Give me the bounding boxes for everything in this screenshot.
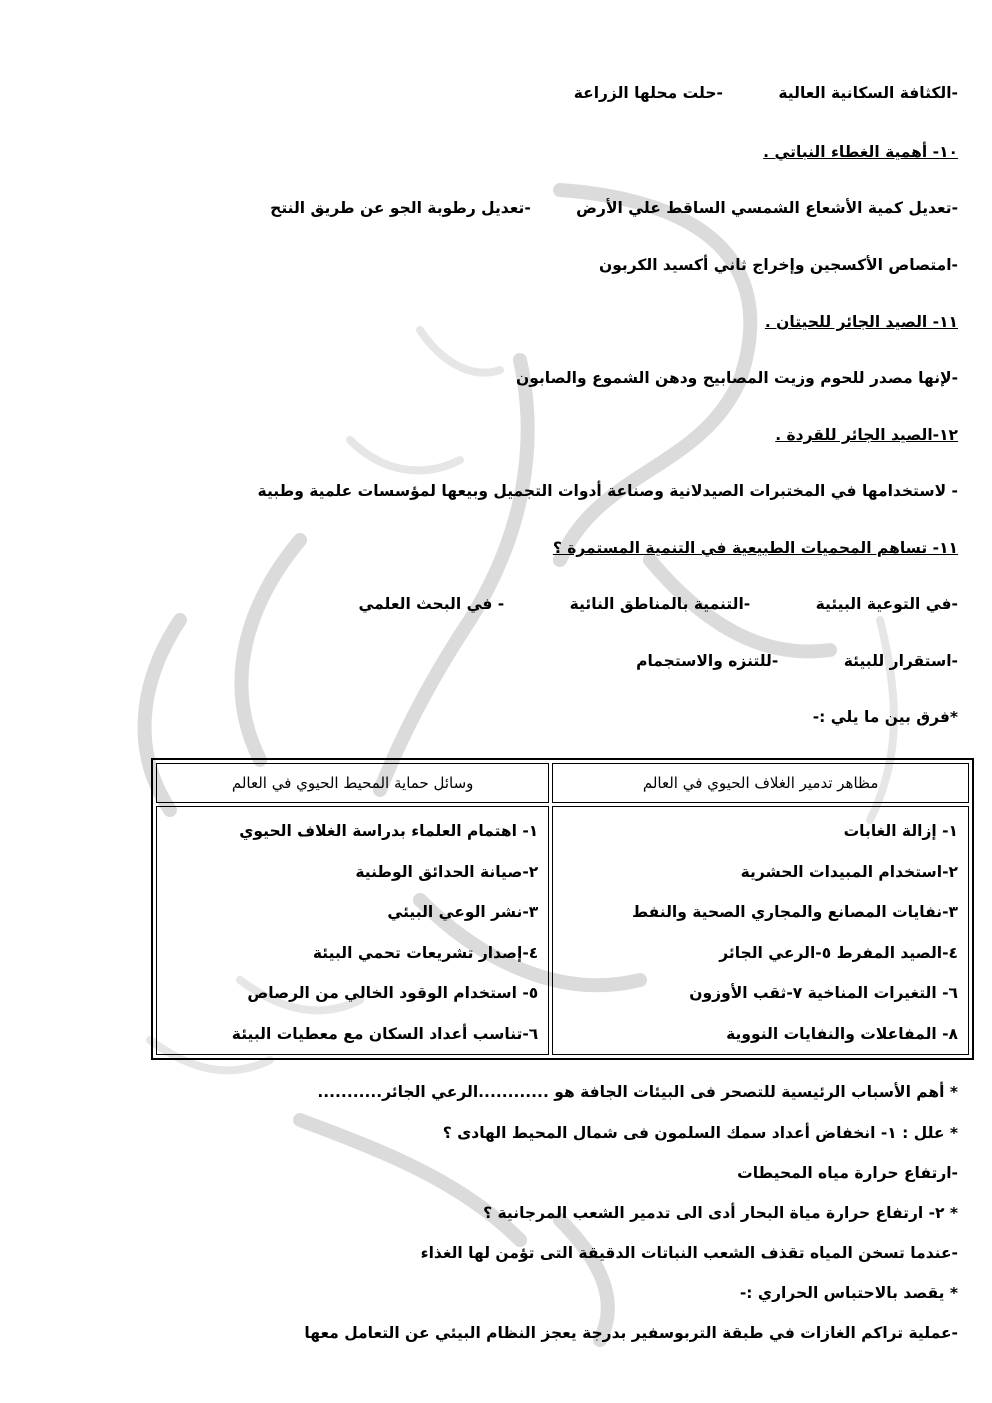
protection-item: ٤-إصدار تشريعات تحمي البيئة [312,943,539,962]
greenhouse-question: * يقصد بالاحتباس الحراري :- [739,1284,958,1302]
coral-answer-line [30,1244,958,1262]
destruction-item: ٨- المفاعلات والنفايات النووية [726,1024,958,1043]
line-10 [30,595,958,613]
humidity-item: -تعديل رطوبة الجو عن طريق النتح [270,199,531,217]
line-6 [30,369,958,387]
overcrowding-item: -الكثافة السكانية العالية [778,84,958,102]
destruction-item: ٦- التغيرات المناخية ٧-ثقب الأوزون [689,984,958,1002]
protection-item: ٥- استخدام الوقود الخالي من الرصاص [247,984,539,1002]
destruction-item: ٢-استخدام المبيدات الحشرية [740,862,958,881]
monkeys-answer: - لاستخدامها في المختبرات الصيدلانية وصناعة أدوات التجميل وبيعها لمؤسسات علمية وطبية [257,482,958,500]
salmon-answer-line [30,1164,958,1182]
awareness-item: -في التوعية البيئية [815,595,958,613]
greenhouse-question-line [30,1284,958,1302]
salmon-question-line [30,1124,958,1142]
question-11-title: ١١- الصيد الجائر للحيتان . [764,313,958,331]
protection-cell [156,806,549,1055]
destruction-item: ١- إزالة الغابات [843,822,958,840]
radiation-item: -تعديل كمية الأشعاع الشمسي الساقط علي الأرض [576,199,958,217]
coral-answer: -عندما تسخن المياه تقذف الشعب النباتات الدقيقة التى تؤمن لها الغذاء [420,1244,958,1262]
compare-instruction: *فرق بين ما يلي :- [812,708,958,726]
destruction-cell [552,806,969,1055]
destruction-header: مظاهر تدمير الغلاف الحيوي في العالم [552,763,969,803]
line-8 [30,482,958,500]
destruction-item: ٤-الصيد المفرط ٥-الرعي الجائر [719,943,958,962]
heading-10 [30,143,958,161]
greenhouse-answer: -عملية تراكم الغازات في طبقة التربوسفير بدرجة يعجز النظام البيئي عن التعامل معها [304,1324,958,1342]
protection-item: ٢-صيانة الحدائق الوطنية [355,862,539,881]
recreation-item: -للتنزه والاستجمام [636,652,779,670]
question-10-title: ١٠- أهمية الغطاء النباتي . [763,143,958,161]
heading-11 [30,313,958,331]
research-item: - في البحث العلمي [358,595,505,613]
protection-header: وسائل حماية المحيط الحيوي في العالم [156,763,549,803]
protection-item: ٣-نشر الوعي البيئي [387,903,539,921]
destruction-item: ٣-نفايات المصانع والمجاري الصحية والنفط [632,903,958,921]
heading-12 [30,426,958,444]
question-reserves-title: ١١- تساهم المحميات الطبيعية في التنمية المستمرة ؟ [552,539,958,557]
coral-question-line [30,1204,958,1222]
oxygen-item: -امتصاص الأكسجين وإخراج ثاني أكسيد الكربون [598,256,958,274]
agriculture-item: -حلت محلها الزراعة [573,84,723,102]
salmon-question: * علل : ١- انخفاض أعداد سمك السلمون فى شمال المحيط الهادى ؟ [442,1124,958,1142]
line-12 [30,708,958,726]
greenhouse-answer-line [30,1324,958,1342]
protection-item: ٦-تناسب أعداد السكان مع معطيات البيئة [231,1024,539,1043]
heading-reserves [30,539,958,557]
desertification-line [30,1083,958,1101]
line-1 [30,84,958,102]
stability-item: -استقرار للبيئة [843,652,958,670]
whales-answer: -لإنها مصدر للحوم وزيت المصابيح ودهن الشموع والصابون [516,369,958,387]
coral-question: * ٢- ارتفاع حرارة مياة البحار أدى الى تدمير الشعب المرجانية ؟ [483,1204,958,1222]
line-3 [30,199,958,217]
desertification-text: * أهم الأسباب الرئيسية للتصحر فى البيئات الجافة هو ............الرعي الجائر........... [317,1083,958,1101]
line-4 [30,256,958,274]
protection-item: ١- اهتمام العلماء بدراسة الغلاف الحيوي [239,822,539,840]
comparison-table [151,758,974,1060]
salmon-answer: -ارتفاع حرارة مياه المحيطات [737,1164,958,1182]
line-11 [30,652,958,670]
question-12-title: ١٢-الصيد الجائر للقردة . [775,426,958,444]
remote-development-item: -التنمية بالمناطق النائية [569,595,751,613]
